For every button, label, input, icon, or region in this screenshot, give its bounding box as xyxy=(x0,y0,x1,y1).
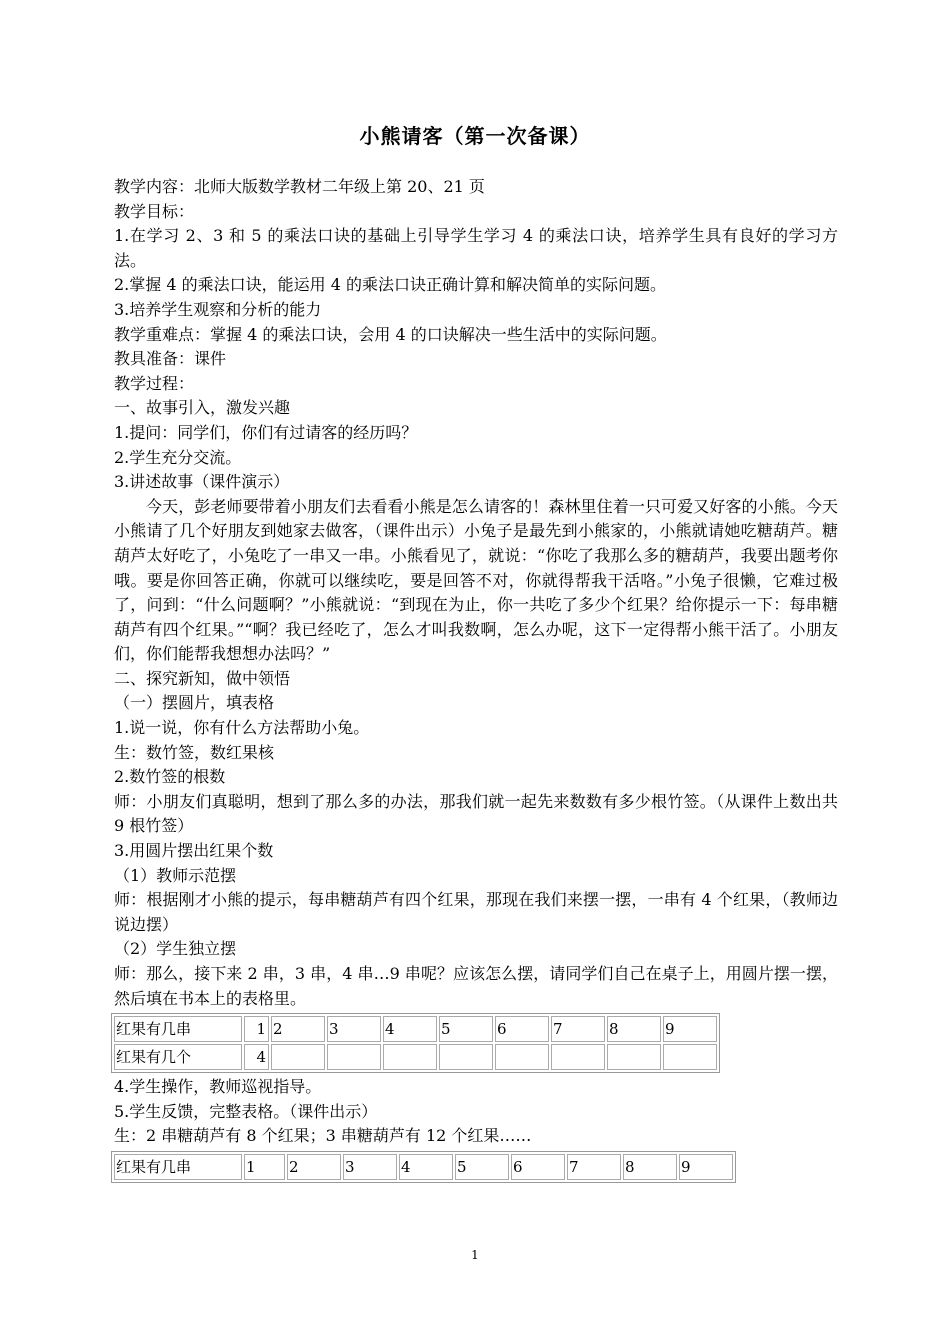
paragraph: 1.说一说，你有什么方法帮助小兔。 xyxy=(114,718,370,738)
table-cell: 2 xyxy=(287,1154,341,1180)
table-row xyxy=(114,1044,717,1070)
paragraph: 师：小朋友们真聪明，想到了那么多的办法，那我们就一起先来数数有多少根竹签。（从课件上数出共 9 根竹签） xyxy=(114,791,838,836)
section-heading: 二、探究新知，做中领悟 xyxy=(114,668,291,688)
document-title: 小熊请客（第一次备课） xyxy=(359,124,591,148)
table-row xyxy=(114,1154,733,1180)
table-cell: 8 xyxy=(607,1016,661,1042)
table-cell: 6 xyxy=(495,1016,549,1042)
paragraph: 生：2 串糖葫芦有 8 个红果；3 串糖葫芦有 12 个红果…… xyxy=(114,1126,532,1146)
table-cell xyxy=(551,1044,605,1070)
table-cell xyxy=(383,1044,437,1070)
paragraph: 1.在学习 2、3 和 5 的乘法口诀的基础上引导学生学习 4 的乘法口诀，培养学生具有良好的学习方法。 xyxy=(114,226,838,270)
table-cell: 4 xyxy=(244,1044,269,1070)
red-fruit-table-complete xyxy=(111,1151,736,1183)
table-cell: 4 xyxy=(383,1016,437,1042)
table-row xyxy=(114,1016,717,1042)
paragraph: 教学内容：北师大版数学教材二年级上第 20、21 页 xyxy=(114,177,485,196)
table-cell xyxy=(663,1044,717,1070)
table-cell: 3 xyxy=(327,1016,381,1042)
paragraph: 2.数竹签的根数 xyxy=(114,767,226,787)
page-number: 1 xyxy=(471,1248,479,1262)
red-fruit-table xyxy=(111,1013,720,1073)
table-cell: 4 xyxy=(399,1154,453,1180)
paragraph: 生：数竹签，数红果核 xyxy=(114,742,275,762)
document-body xyxy=(114,175,838,1185)
table-row-label: 红果有几个 xyxy=(114,1044,242,1070)
paragraph: 1.提问：同学们，你们有过请客的经历吗？ xyxy=(114,422,418,442)
table-cell: 7 xyxy=(567,1154,621,1180)
table-cell: 5 xyxy=(439,1016,493,1042)
table-cell: 5 xyxy=(455,1154,509,1180)
table-cell: 9 xyxy=(679,1154,733,1180)
table-cell: 3 xyxy=(343,1154,397,1180)
table-cell: 1 xyxy=(244,1154,285,1180)
table-cell: 9 xyxy=(663,1016,717,1042)
paragraph: 3.讲述故事（课件演示） xyxy=(114,472,290,492)
paragraph: 教学目标： xyxy=(114,201,195,221)
paragraph: 3.培养学生观察和分析的能力 xyxy=(114,299,322,319)
table-cell: 2 xyxy=(271,1016,325,1042)
paragraph: 4.学生操作，教师巡视指导。 xyxy=(114,1077,322,1097)
paragraph: 2.学生充分交流。 xyxy=(114,447,242,467)
paragraph: 师：根据刚才小熊的提示，每串糖葫芦有四个红果，那现在我们来摆一摆，一串有 4 个红果，（教师边说边摆） xyxy=(114,890,838,934)
table-cell xyxy=(495,1044,549,1070)
paragraph: （2）学生独立摆 xyxy=(114,939,237,959)
paragraph: 师：那么，接下来 2 串，3 串，4 串…9 串呢？应该怎么摆，请同学们自己在桌子上，用圆片摆一摆，然后填在书本上的表格里。 xyxy=(114,964,838,1008)
story-paragraph: 今天，彭老师要带着小朋友们去看看小熊是怎么请客的！森林里住着一只可爱又好客的小熊。今天小熊请了几个好朋友到她家去做客，（课件出示）小兔子是最先到小熊家的，小熊就请她吃糖葫芦。糖葫芦太好吃了，小兔吃了一串又一串。小熊看见了，就说：“你吃了我那么多的糖葫芦，我要出题考你哦。要是你回答正确，你就可以继续吃，要是回答不对，你就得帮我干活咯。”小兔子很懒，它难过极了，问到：“什么问题啊？”小熊就说：“到现在为止，你一共吃了多少个红果？给你提示一下：每串糖葫芦有四个红果。”“啊？我已经吃了，怎么才叫我数啊，怎么办呢，这下一定得帮小熊干活了。小朋友们，你们能帮我想想办法吗？” xyxy=(114,496,838,664)
table-cell xyxy=(607,1044,661,1070)
paragraph: 教学过程： xyxy=(114,373,195,393)
table-row-label: 红果有几串 xyxy=(114,1016,242,1042)
table-cell: 1 xyxy=(244,1016,269,1042)
section-heading: 一、故事引入，激发兴趣 xyxy=(114,398,291,418)
table-cell: 6 xyxy=(511,1154,565,1180)
table-row-label: 红果有几串 xyxy=(114,1154,242,1180)
paragraph: 5.学生反馈，完整表格。（课件出示） xyxy=(114,1101,378,1121)
table-cell: 7 xyxy=(551,1016,605,1042)
table-cell xyxy=(327,1044,381,1070)
paragraph: 3.用圆片摆出红果个数 xyxy=(114,841,274,861)
table-cell xyxy=(439,1044,493,1070)
paragraph: 2.掌握 4 的乘法口诀，能运用 4 的乘法口诀正确计算和解决简单的实际问题。 xyxy=(114,275,666,295)
paragraph: （一）摆圆片，填表格 xyxy=(114,693,275,713)
paragraph: 教具准备：课件 xyxy=(114,349,227,369)
paragraph: 教学重难点：掌握 4 的乘法口诀，会用 4 的口诀解决一些生活中的实际问题。 xyxy=(114,324,667,344)
table-cell: 8 xyxy=(623,1154,677,1180)
table-cell xyxy=(271,1044,325,1070)
paragraph: （1）教师示范摆 xyxy=(114,865,237,885)
